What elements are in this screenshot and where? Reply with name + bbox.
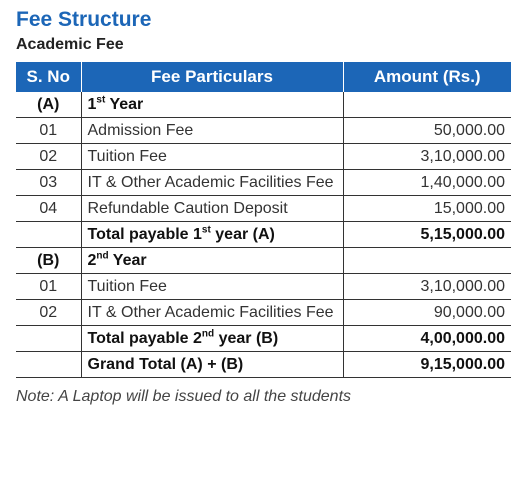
fee-table: [16, 62, 511, 378]
table-row: [16, 144, 511, 170]
row-amount: 1,40,000.00: [343, 170, 511, 196]
footnote: Note: A Laptop will be issued to all the students: [16, 388, 352, 405]
total-a-row: [16, 222, 511, 248]
section-b-row: [16, 248, 511, 274]
row-sno: 03: [16, 170, 81, 196]
grand-total-row: [16, 352, 511, 378]
table-row: [16, 118, 511, 144]
total-b-label: Total payable 2nd year (B): [81, 326, 343, 352]
fee-document: [16, 6, 511, 407]
row-sno: 02: [16, 300, 81, 326]
row-particular: Tuition Fee: [81, 144, 343, 170]
row-amount: 3,10,000.00: [343, 274, 511, 300]
row-amount: 15,000.00: [343, 196, 511, 222]
header-particulars: Fee Particulars: [81, 62, 343, 92]
table-row: [16, 196, 511, 222]
row-sno: 01: [16, 274, 81, 300]
table-row: [16, 274, 511, 300]
grand-total-label: Grand Total (A) + (B): [81, 352, 343, 378]
row-amount: 3,10,000.00: [343, 144, 511, 170]
total-a-sno: [16, 222, 81, 248]
row-particular: IT & Other Academic Facilities Fee: [81, 300, 343, 326]
row-particular: Tuition Fee: [81, 274, 343, 300]
row-sno: 02: [16, 144, 81, 170]
table-header-row: [16, 62, 511, 92]
total-b-amount: 4,00,000.00: [343, 326, 511, 352]
total-a-amount: 5,15,000.00: [343, 222, 511, 248]
header-sno: S. No: [16, 62, 81, 92]
total-b-sno: [16, 326, 81, 352]
row-sno: 01: [16, 118, 81, 144]
grand-total-amount: 9,15,000.00: [343, 352, 511, 378]
row-particular: IT & Other Academic Facilities Fee: [81, 170, 343, 196]
section-a-amount: [343, 92, 511, 118]
page-title: Fee Structure: [16, 8, 152, 31]
header-amount: Amount (Rs.): [343, 62, 511, 92]
row-sno: 04: [16, 196, 81, 222]
section-b-sno: (B): [16, 248, 81, 274]
total-b-row: [16, 326, 511, 352]
row-amount: 90,000.00: [343, 300, 511, 326]
page-subtitle: Academic Fee: [16, 36, 124, 53]
section-a-sno: (A): [16, 92, 81, 118]
row-particular: Admission Fee: [81, 118, 343, 144]
row-particular: Refundable Caution Deposit: [81, 196, 343, 222]
total-a-label: Total payable 1st year (A): [81, 222, 343, 248]
table-row: [16, 170, 511, 196]
grand-total-sno: [16, 352, 81, 378]
section-a-row: [16, 92, 511, 118]
table-row: [16, 300, 511, 326]
row-amount: 50,000.00: [343, 118, 511, 144]
section-b-label: 2nd Year: [81, 248, 343, 274]
section-a-label: 1st Year: [81, 92, 343, 118]
section-b-amount: [343, 248, 511, 274]
